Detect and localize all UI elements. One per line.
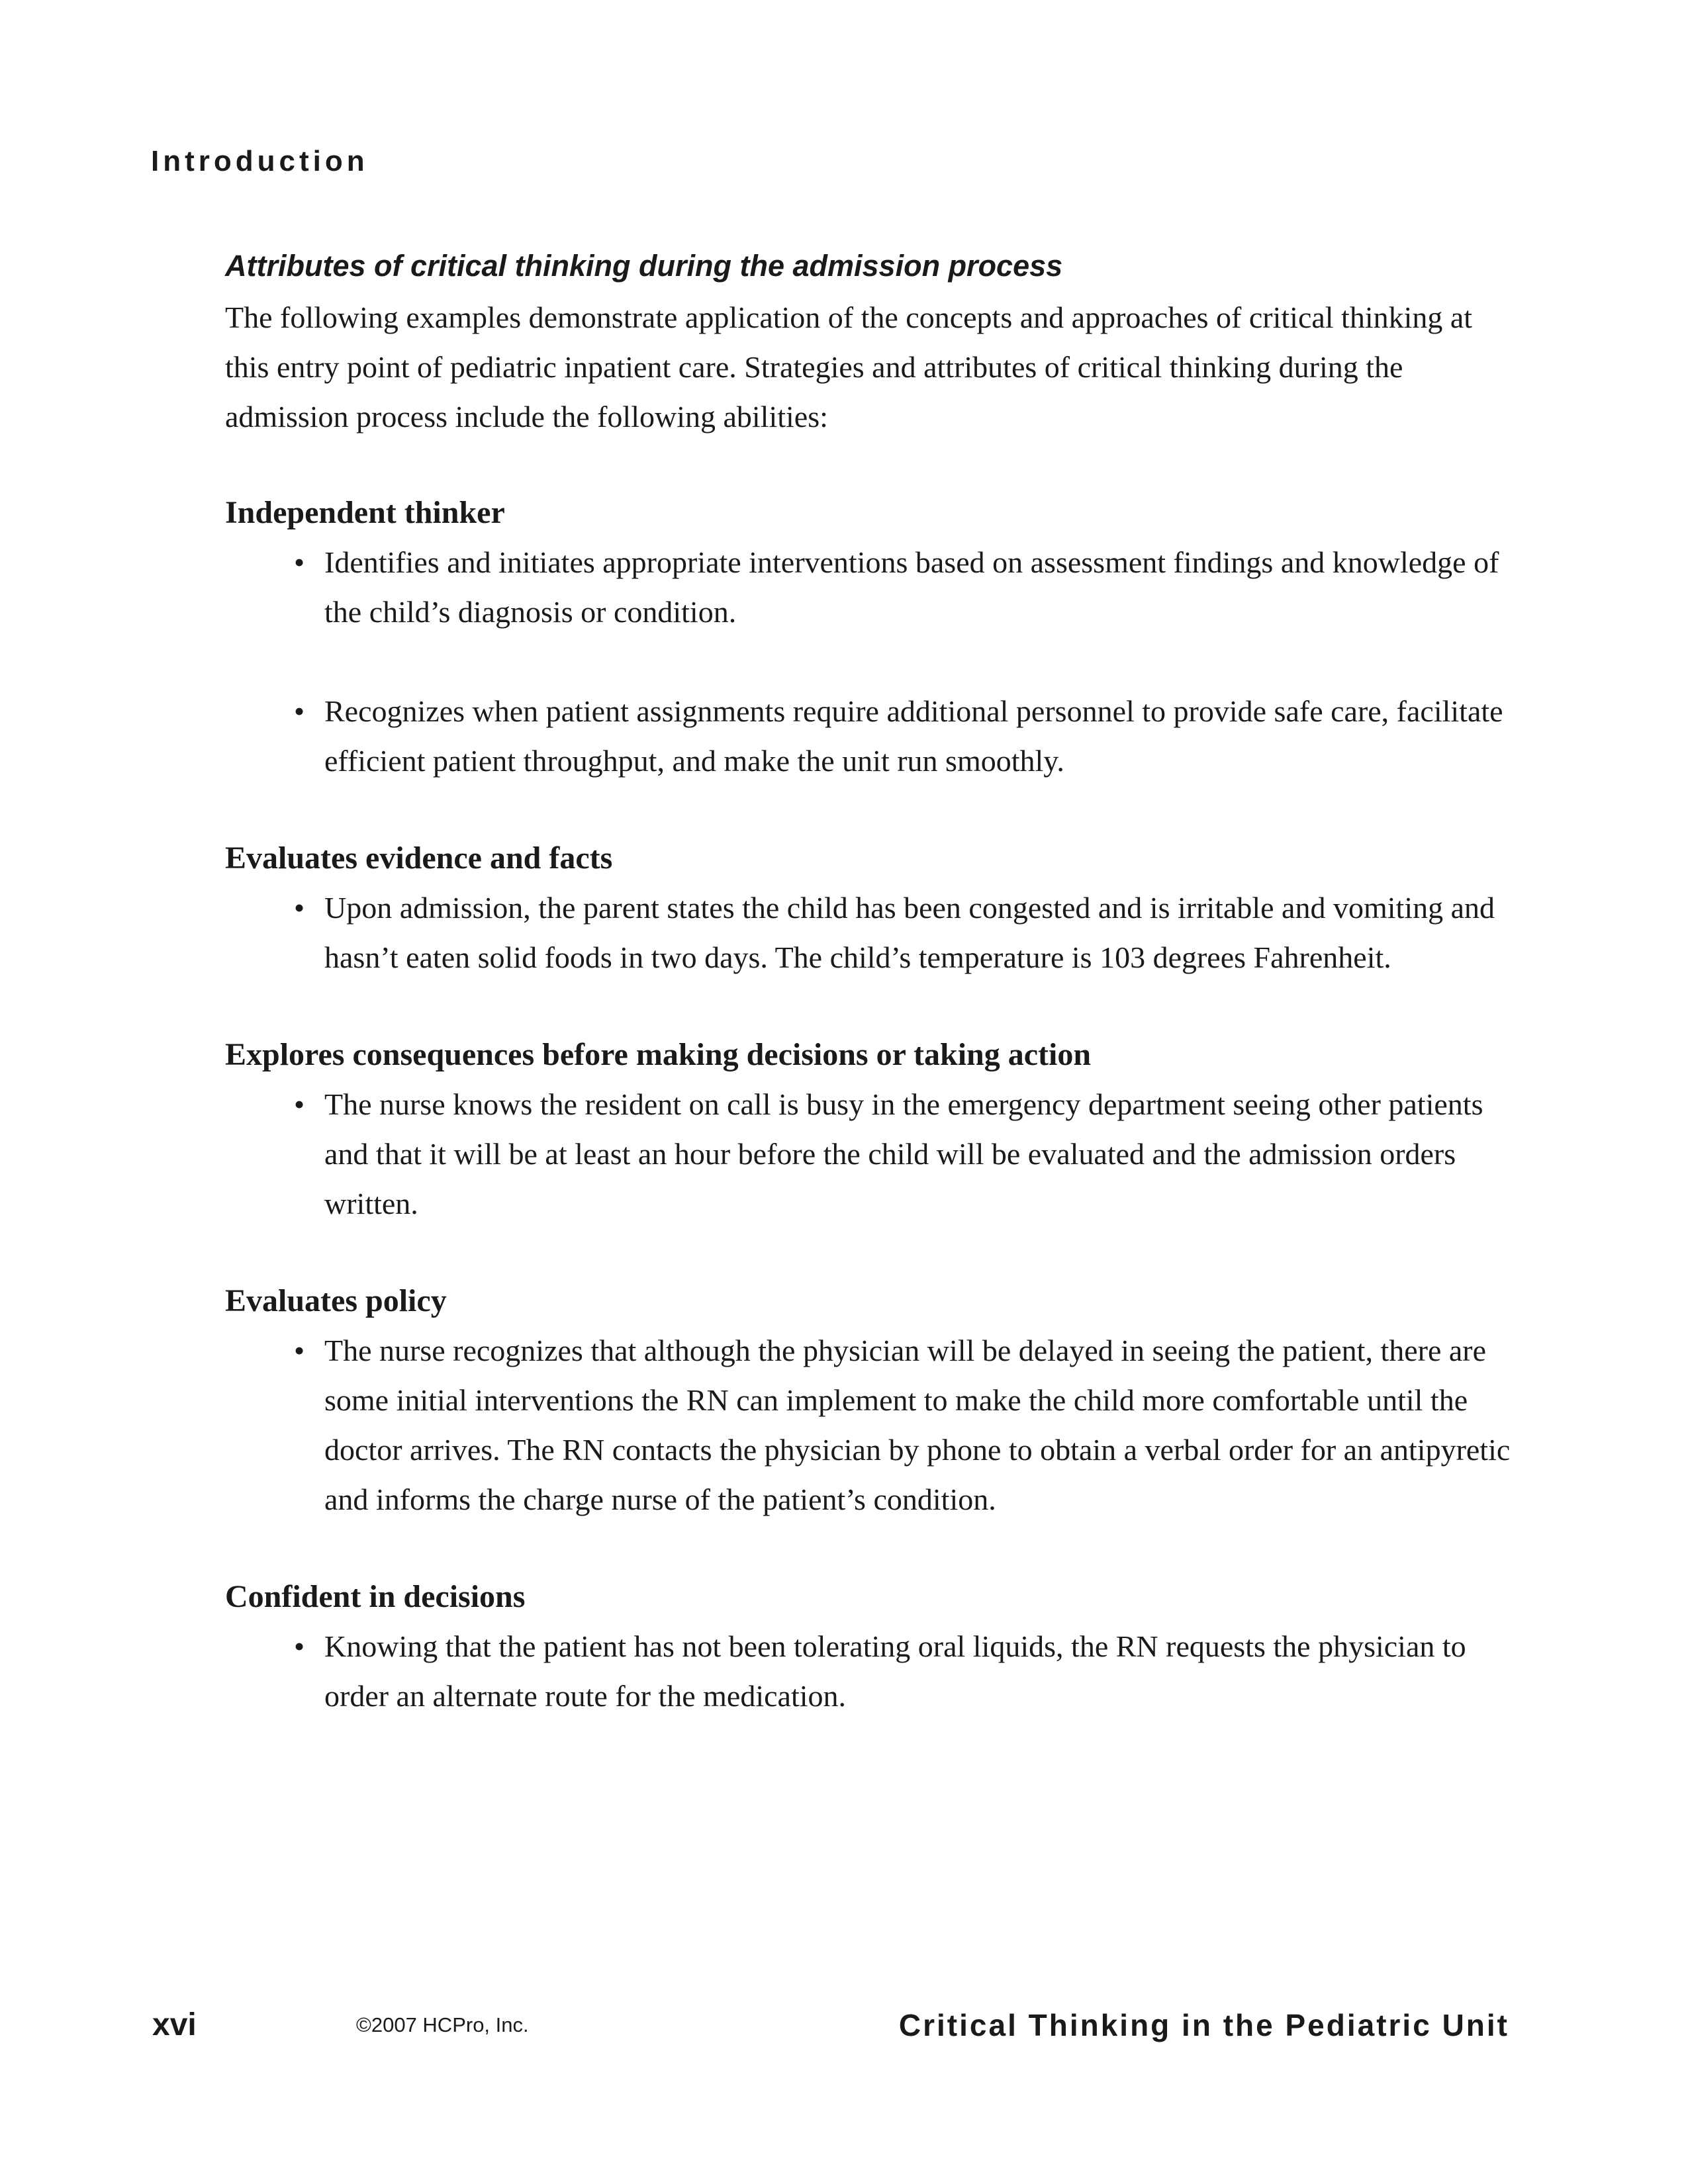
book-title: Critical Thinking in the Pediatric Unit [898,2008,1509,2042]
bullet-icon: • [294,1629,305,1663]
attribute-heading: Evaluates policy [225,1283,447,1318]
attribute-heading: Evaluates evidence and facts [225,841,613,876]
attribute-block-confident-in-decisions [225,1572,1516,1721]
attribute-block-evaluates-evidence [225,833,1516,982]
list-item-text: Recognizes when patient assignments require additional personnel to provide safe care, facilitate efficient patient throughput, and make the unit run smoothly. [324,694,1503,778]
bullet-list [225,1326,1516,1524]
bullet-icon: • [294,694,305,728]
bullet-icon: • [294,1334,305,1367]
attribute-heading: Confident in decisions [225,1579,526,1614]
running-head: Introduction [151,145,369,177]
list-item-text: Upon admission, the parent states the child has been congested and is irritable and vomiting and hasn’t eaten solid foods in two days. The child’s temperature is 103 degrees Fahrenheit. [324,891,1495,974]
attribute-block-evaluates-policy [225,1276,1516,1524]
list-item [225,1621,1516,1721]
list-item [225,1326,1516,1524]
bullet-icon: • [294,545,305,579]
copyright-notice: ©2007 HCPro, Inc. [356,2013,529,2036]
bullet-list [225,883,1516,982]
list-item-text: The nurse knows the resident on call is busy in the emergency department seeing other patients and that it will be at least an hour before the child will be evaluated and the admission orders written. [324,1087,1483,1220]
page-footer [0,2005,1688,2045]
list-item [225,883,1516,982]
bullet-icon: • [294,1087,305,1121]
bullet-list [225,1079,1516,1228]
attribute-block-independent-thinker [225,488,1516,786]
bullet-list [225,537,1516,786]
intro-paragraph: The following examples demonstrate application of the concepts and approaches of critical thinking at this entry point of pediatric inpatient care. Strategies and attributes of critical thinking during the admission process include the following abilities: [225,300,1473,433]
attribute-heading: Independent thinker [225,495,505,530]
bullet-list [225,1621,1516,1721]
attribute-heading: Explores consequences before making decisions or taking action [225,1037,1092,1072]
list-item [225,686,1516,786]
section-heading: Attributes of critical thinking during the admission process [225,249,1063,283]
list-item-text: Identifies and initiates appropriate interventions based on assessment findings and knowledge of the child’s diagnosis or condition. [324,545,1499,629]
list-item [225,537,1516,637]
list-item-text: The nurse recognizes that although the physician will be delayed in seeing the patient, there are some initial interventions the RN can implement to make the child more comfortable until the doctor arrives. The RN contacts the physician by phone to obtain a verbal order for an antipyretic and informs the charge nurse of the patient’s condition. [324,1334,1511,1516]
page-number: xvi [152,2007,197,2042]
bullet-icon: • [294,891,305,925]
list-item [225,1079,1516,1228]
list-item-text: Knowing that the patient has not been tolerating oral liquids, the RN requests the physician to order an alternate route for the medication. [324,1629,1466,1713]
attribute-block-explores-consequences [225,1030,1516,1228]
page-content [225,246,1516,1721]
